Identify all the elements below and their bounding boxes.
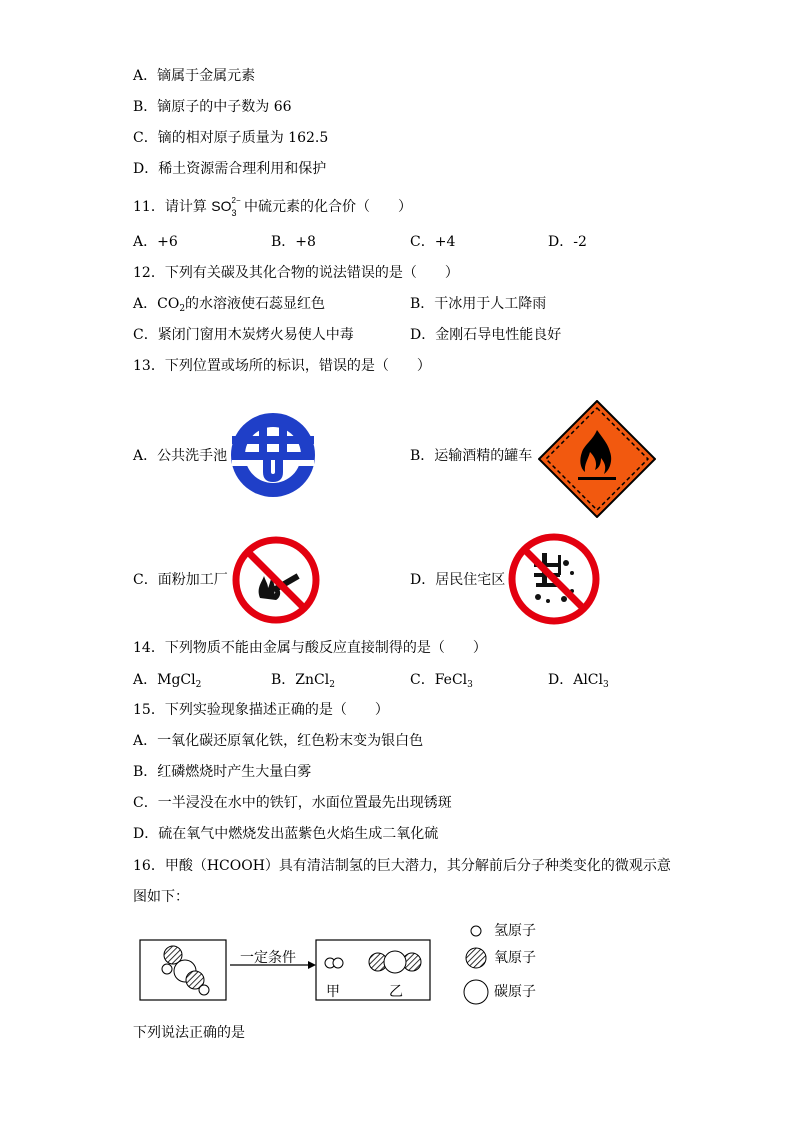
hydrogen-molecule-icon [325, 958, 343, 968]
q11-ion [211, 196, 241, 218]
q16-stem-line2: 图如下： [133, 889, 189, 905]
q11-ion-base: SO [211, 198, 232, 214]
q12-option-a [133, 294, 325, 319]
q14-option-d-subscript: 3 [603, 680, 609, 690]
q15-option-c: C．一半浸没在水中的铁钉，水面位置最先出现锈斑 [133, 795, 452, 811]
q11-option-a: A．+6 [133, 234, 178, 250]
q14-option-d-pre: D．AlCl [548, 672, 604, 688]
q15-stem: 15．下列实验现象描述正确的是（ ） [133, 702, 389, 718]
q14-option-c-subscript: 3 [467, 680, 473, 690]
q15-option-d: D．硫在氧气中燃烧发出蓝紫色火焰生成二氧化硫 [133, 826, 439, 842]
hydrogen-atom-legend-icon [471, 926, 481, 936]
q11-ion-charge: 2− [231, 196, 241, 205]
carbon-dioxide-molecule-icon [369, 951, 421, 973]
q15-option-b: B．红磷燃烧时产生大量白雾 [133, 764, 312, 780]
legend-oxygen-label: 氧原子 [494, 950, 536, 966]
q13-option-b: B．运输酒精的罐车 [410, 448, 533, 464]
legend-carbon-label: 碳原子 [494, 984, 536, 1000]
q11-option-d: D．-2 [548, 234, 587, 250]
reaction-diagram [138, 918, 548, 1014]
q13-stem: 13．下列位置或场所的标识，错误的是（ ） [133, 358, 431, 374]
no-fire-sign-icon [232, 536, 320, 624]
q12-option-a-pre: A．CO [133, 296, 180, 312]
q16-followup: 下列说法正确的是 [133, 1025, 245, 1041]
q14-option-c-pre: C．FeCl [410, 672, 468, 688]
q10-option-d: D．稀土资源需合理利用和保护 [133, 161, 327, 177]
legend-hydrogen-label: 氢原子 [494, 923, 536, 939]
q15-option-a: A．一氧化碳还原氧化铁，红色粉末变为银白色 [133, 733, 424, 749]
q14-option-b-pre: B．ZnCl [271, 672, 330, 688]
q14-option-c [410, 670, 473, 695]
q12-option-a-subscript: 2 [179, 304, 186, 314]
q11-option-c: C．+4 [410, 234, 456, 250]
q10-option-a: A．镝属于金属元素 [133, 68, 256, 84]
product-label-jia: 甲 [326, 984, 340, 1000]
q11-stem-post: 中硫元素的化合价（ ） [243, 199, 412, 215]
q11-option-b: B．+8 [271, 234, 316, 250]
water-saving-sign-icon [230, 412, 316, 498]
flammable-sign-icon [538, 400, 656, 518]
q16-stem-line1: 16．甲酸（HCOOH）具有清洁制氢的巨大潜力，其分解前后分子种类变化的微观示意 [133, 858, 671, 874]
product-label-yi: 乙 [389, 984, 403, 1000]
q12-stem: 12．下列有关碳及其化合物的说法错误的是（ ） [133, 265, 459, 281]
no-fireworks-sign-icon [508, 533, 600, 625]
q12-option-d: D．金刚石导电性能良好 [410, 327, 562, 343]
oxygen-atom-legend-icon [466, 948, 486, 968]
q14-option-d [548, 670, 609, 695]
q14-option-a-subscript: 2 [195, 680, 202, 690]
q14-stem: 14．下列物质不能由金属与酸反应直接制得的是（ ） [133, 640, 487, 656]
carbon-atom-legend-icon [464, 980, 488, 1004]
q13-option-c: C．面粉加工厂 [133, 572, 228, 588]
q14-option-a [133, 670, 201, 695]
q11-stem-pre: 11．请计算 [133, 199, 207, 215]
q13-option-d: D．居民住宅区 [410, 572, 506, 588]
q13-option-a: A．公共洗手池 [133, 448, 228, 464]
q10-option-c: C．镝的相对原子质量为 162.5 [133, 130, 329, 146]
reaction-condition-label: 一定条件 [240, 950, 296, 966]
q10-option-b: B．镝原子的中子数为 66 [133, 99, 292, 115]
q14-option-b [271, 670, 335, 695]
q12-option-a-post: 的水溶液使石蕊显红色 [185, 296, 326, 312]
q14-option-a-pre: A．MgCl [133, 672, 196, 688]
q14-option-b-subscript: 2 [329, 680, 335, 690]
q11-ion-subscript: 3 [231, 208, 237, 218]
q12-option-c: C．紧闭门窗用木炭烤火易使人中毒 [133, 327, 354, 343]
q12-option-b: B．干冰用于人工降雨 [410, 296, 547, 312]
q11-stem [133, 196, 412, 217]
